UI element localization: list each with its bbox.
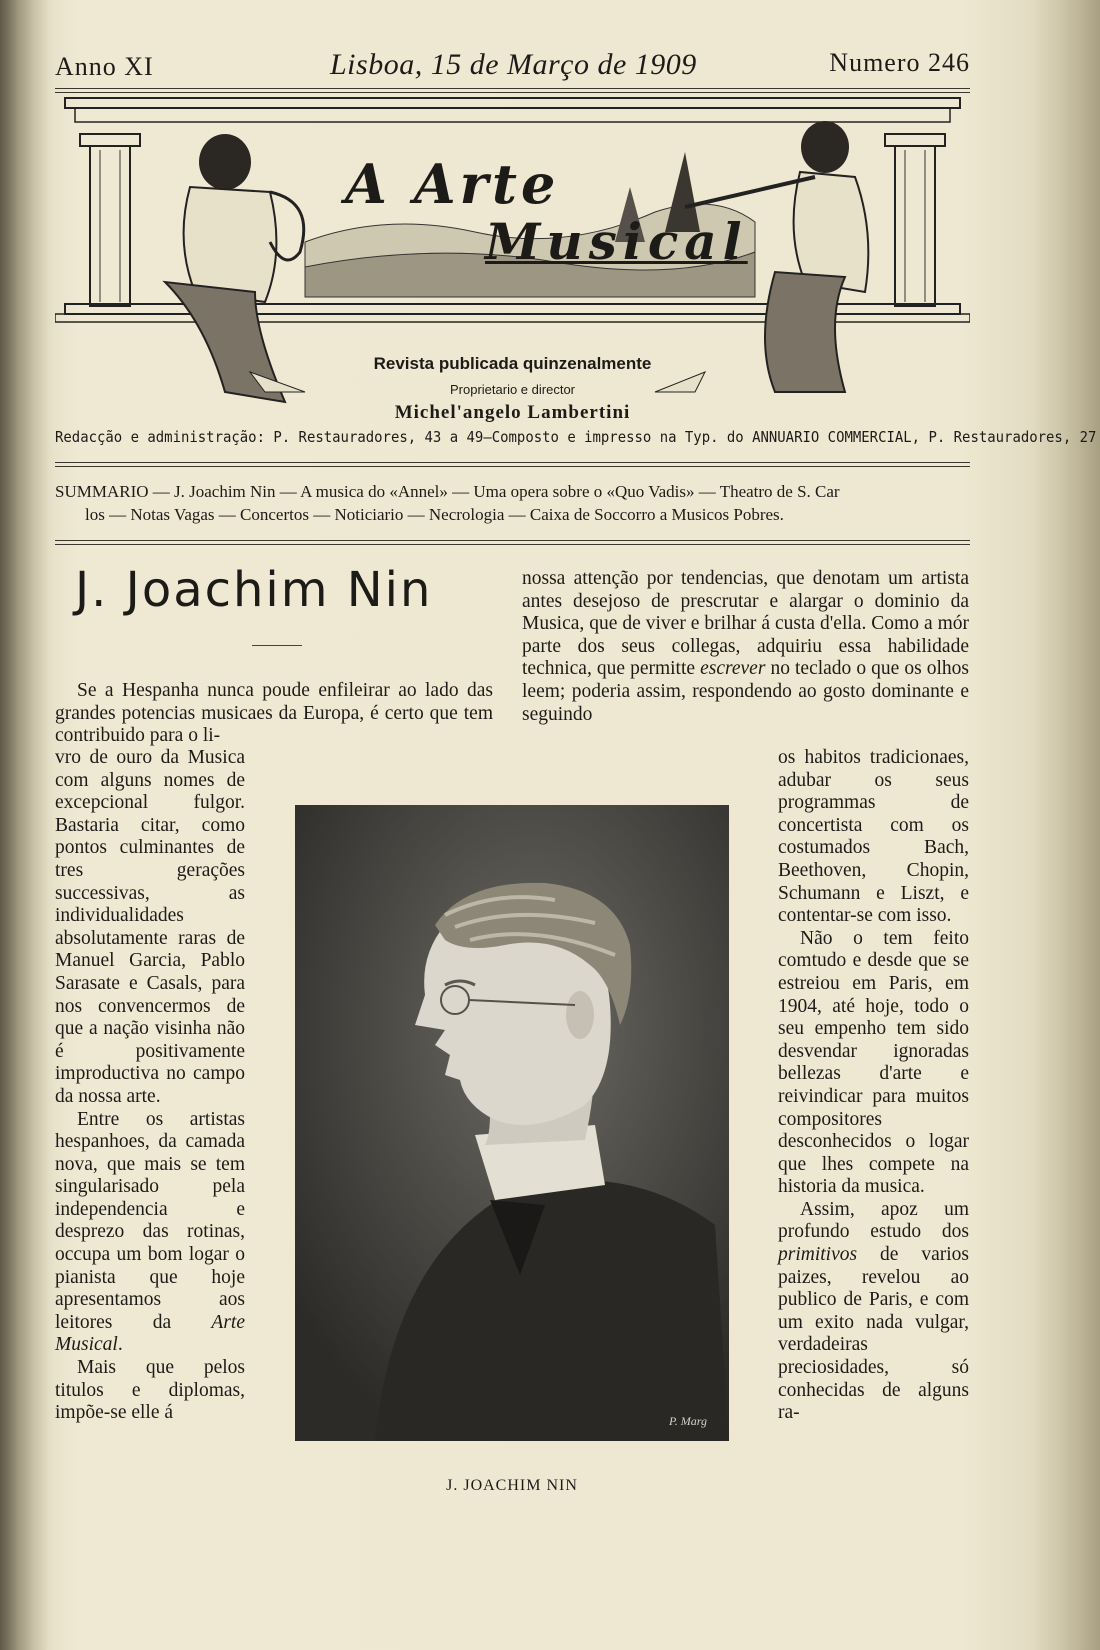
paragraph: [522, 568, 969, 726]
portrait-photo: [295, 805, 729, 1441]
paragraph: Mais que pelos titulos e diplomas, impõe-se elle á: [55, 1357, 245, 1424]
paragraph-text: de varios paizes, revelou ao publico de Paris, e com um exito nada vulgar, verdadeiras preciosidades, só conhecidas de alguns ra-: [778, 1244, 969, 1424]
summary-line-2: los — Notas Vagas — Concertos — Noticiario — Necrologia — Caixa de Soccorro a Musicos Pobres.: [85, 505, 784, 524]
italic-text: escrever: [700, 658, 766, 680]
paragraph-text: Entre os artistas hespanhoes, da camada nova, que mais se tem singularisado pela independencia e desprezo das rotinas, occupa um bom logar o pianista que hoje apresentamos aos leitores da: [55, 1108, 245, 1333]
issue-date: Lisboa, 15 de Março de 1909: [330, 48, 697, 81]
left-column-full: [55, 680, 493, 748]
left-column-narrow: [55, 747, 245, 1425]
paragraph: os habitos tradicionaes, adubar os seus programmas de concertista com os costumados Bach, Beethoven, Chopin, Schumann e Liszt, e contentar-se com isso.: [778, 747, 969, 927]
right-column-narrow: [778, 747, 969, 1425]
italic-text: primitivos: [778, 1244, 858, 1266]
book-binding-shadow: [0, 0, 48, 1650]
masthead: [55, 92, 970, 422]
paragraph: [778, 1199, 969, 1425]
right-column-full: [522, 568, 969, 726]
title-separator: [252, 645, 302, 646]
issue-number: Numero 246: [829, 48, 970, 77]
italic-text: Arte Musical: [55, 1311, 245, 1356]
imprint-rule: [55, 462, 970, 467]
paragraph-text: nossa attenção por tendencias, que denotam um artista antes desejoso de prescrutar e alargar o dominio da Musica, que de viver e brilhar á custa d'ella. Como a mór parte dos seus collegas, adquiriu essa habilidade technica, que permitte: [522, 568, 969, 680]
masthead-title-line1: A Arte: [345, 152, 560, 216]
paragraph-text: .: [117, 1334, 123, 1356]
masthead-proprietor-label: Proprietario e director: [450, 382, 575, 397]
masthead-proprietor-name: Michel'angelo Lambertini: [394, 402, 631, 423]
masthead-subtitle: Revista publicada quinzenalmente: [373, 354, 652, 373]
paragraph: vro de ouro da Musica com alguns nomes de excepcional fulgor. Bastaria citar, como pontos culminantes de tres gerações successivas, as individualidades absolutamente raras de Manuel Garcia, Pablo Sarasate e Casals, para nos convencermos de que a nação visinha não é positivamente improductiva no campo da nossa arte.: [55, 747, 245, 1107]
paragraph-text: no teclado o que os olhos leem; poderia assim, respondendo ao gosto dominante e seguindo: [522, 658, 969, 725]
imprint-line: Redacção e administração: P. Restauradores, 43 a 49—Composto e impresso na Typ. do ANNUARIO COMMERCIAL, P. Restauradores, 27: [55, 428, 1097, 446]
paragraph-text: Assim, apoz um profundo estudo dos: [778, 1198, 969, 1243]
article-title: J. Joachim Nin: [75, 562, 433, 618]
paragraph: Não o tem feito comtudo e desde que se estreiou em Paris, em 1904, até hoje, todo o seu empenho tem sido desvendar ignoradas bellezas d'arte e reivindicar para muitos compositores desconhecidos o logar que lhes compete na historia da musica.: [778, 927, 969, 1198]
paragraph: Se a Hespanha nunca poude enfileirar ao lado das grandes potencias musicaes da Europa, é certo que tem contribuido para o li-: [55, 680, 493, 747]
photo-caption: J. JOACHIM NIN: [446, 1477, 578, 1494]
masthead-title-line2: Musical: [485, 212, 748, 271]
issue-year: Anno XI: [55, 52, 154, 81]
issue-header: [55, 40, 970, 86]
summary-rule: [55, 540, 970, 545]
paragraph: [55, 1109, 245, 1358]
summary-line-1: SUMMARIO — J. Joachim Nin — A musica do «Annel» — Uma opera sobre o «Quo Vadis» — Theatro de S. Car: [55, 482, 840, 501]
summary: [55, 480, 970, 526]
photographer-signature: P. Marg: [668, 1414, 707, 1428]
portrait-illustration: [295, 805, 729, 1441]
